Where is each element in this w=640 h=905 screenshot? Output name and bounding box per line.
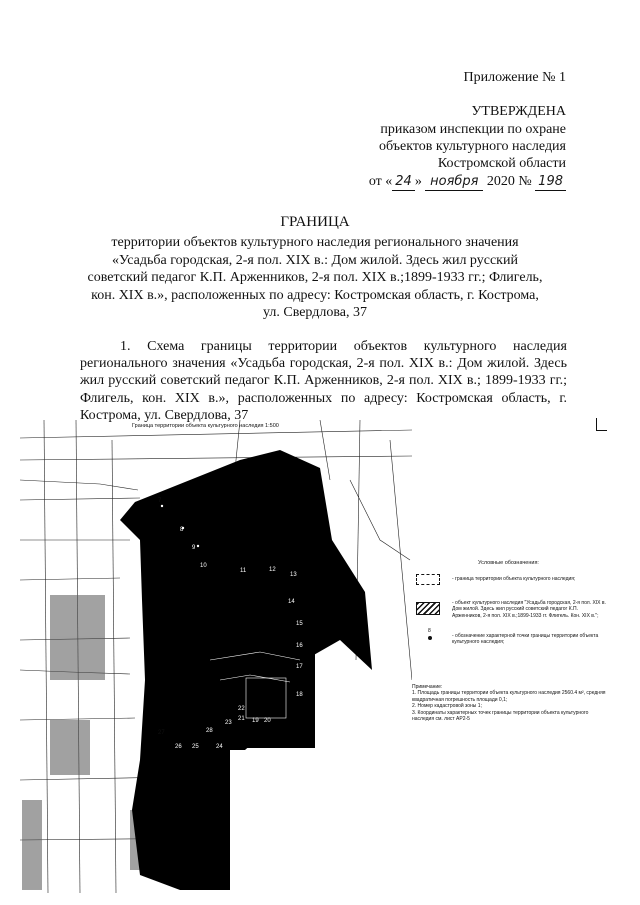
- document-title: [80, 213, 550, 322]
- point-label: 10: [200, 563, 207, 569]
- approval-line: объектов культурного наследия: [378, 139, 566, 154]
- heritage-object-symbol: [416, 602, 440, 615]
- point-label: 28: [206, 728, 213, 734]
- boundary-map: [20, 420, 412, 893]
- title-line: ул. Свердлова, 37: [262, 305, 367, 321]
- title-main: ГРАНИЦА: [280, 214, 350, 230]
- point-label: 20: [264, 718, 271, 724]
- date-mid: »: [414, 174, 422, 189]
- point-label: 25: [192, 744, 199, 750]
- point-label: 27: [158, 730, 165, 736]
- point-label: 12: [269, 567, 276, 573]
- point-label: 22: [238, 706, 245, 712]
- map-title: Граница территории объекта культурного наследия 1:500: [132, 423, 279, 429]
- point-label: 16: [296, 643, 303, 649]
- date-year: 2020 №: [486, 174, 532, 189]
- map-notes: [412, 684, 607, 722]
- point-sample-dot: [428, 636, 432, 640]
- point-label: 24: [216, 744, 223, 750]
- point-sample-label: 8: [428, 628, 431, 634]
- approved-heading: УТВЕРЖДЕНА: [471, 104, 566, 119]
- point-label: 11: [240, 568, 247, 574]
- order-date-line: [369, 173, 566, 191]
- boundary-line-symbol: [416, 574, 440, 585]
- note-line: 1. Площадь границы территории объекта культурного наследия 2560.4 м², средняя квадратичная погрешность площади 0,1;: [412, 690, 606, 703]
- notes-title: Примечание:: [412, 684, 443, 690]
- point-label: 8: [180, 527, 184, 533]
- handwritten-month: ноября: [425, 173, 483, 191]
- corner-mark: [596, 418, 607, 431]
- legend-item-boundary: - граница территории объекта культурного наследия;: [452, 576, 576, 582]
- flank-block: [200, 648, 315, 748]
- scheme-paragraph: 1. Схема границы территории объектов культурного наследия регионального значения «Усадьба городская, 2-я пол. XIX в.: Дом жилой. Здесь жил русский советский педагог К.П. Арженников, 2-я пол. XIX в.; 1899-1933 гг.; Флигель, кон. XIX в.», расположенных по адресу: Костромская область, г. Кострома, ул. Свердлова, 37: [80, 339, 567, 423]
- point-label: 13: [290, 572, 297, 578]
- approval-line: Костромской области: [437, 156, 566, 171]
- note-line: 3. Координаты характерных точек границы территории объекта культурного наследия см. лист АР2-5: [412, 709, 589, 723]
- title-line: советский педагог К.П. Арженников, 2-я пол. XIX в.;1899-1933 гг.; Флигель,: [87, 270, 543, 286]
- point-label: 9: [192, 545, 196, 551]
- legend-item-object: - объект культурного наследия "Усадьба городская, 2-я пол. XIX в. Дом жилой. Здесь жил русский советский педагог К.П. Арженников, 2-я пол. XIX в.;1899-1933 гг. Флигель. Кон. XIX в.";: [452, 600, 606, 619]
- point-label: 18: [296, 692, 303, 698]
- note-line: 2. Номер кадастровой зоны 1;: [412, 703, 482, 710]
- title-line: территории объектов культурного наследия регионального значения: [111, 235, 519, 250]
- point-label: 17: [296, 664, 303, 670]
- handwritten-day: 24: [392, 173, 415, 191]
- title-line: «Усадьба городская, 2-я пол. XIX в.: Дом жилой. Здесь жил русский: [112, 252, 518, 268]
- approval-line: приказом инспекции по охране: [380, 122, 566, 137]
- point-label: 26: [175, 744, 182, 750]
- legend-item-point: - обозначение характерной точки границы территории объекта культурного наследия;: [452, 633, 599, 646]
- handwritten-number: 198: [535, 173, 566, 191]
- point-label: 23: [225, 720, 232, 726]
- appendix-label: Приложение № 1: [463, 70, 566, 85]
- approval-authority: [266, 121, 566, 172]
- point-label: 19: [252, 718, 259, 724]
- point-label: 14: [288, 599, 295, 605]
- point-label: 15: [296, 621, 303, 627]
- point-label: 21: [238, 716, 245, 722]
- legend-title: Условные обозначения:: [478, 560, 539, 566]
- title-line: кон. XIX в.», расположенных по адресу: Костромская область, г. Кострома,: [91, 287, 539, 303]
- point-label: 7: [158, 498, 162, 504]
- date-prefix: от «: [368, 174, 393, 189]
- title-subtitle: [80, 234, 550, 322]
